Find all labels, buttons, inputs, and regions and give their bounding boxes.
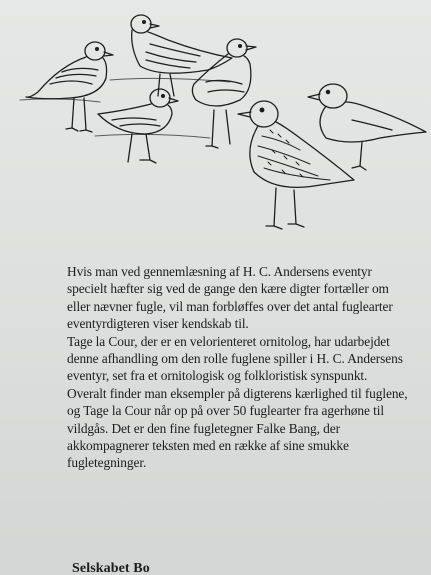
bird-top-middle (131, 15, 232, 96)
description-paragraph-3: Overalt finder man eksempler på digterens kærlighed til fuglene, og Tage la Cour når op på over 50 fuglearter fra agerhøne til vildgås. Det er den fine fugletegner Falke Bang, der akkompagnerer teksten med en række af sine smukke fugletegninger. (67, 385, 408, 471)
bird-top-right (192, 39, 256, 148)
description-text (67, 263, 413, 472)
bird-left (26, 42, 113, 132)
publisher-name: Selskabet Bo (72, 561, 150, 575)
bird-large-center (238, 101, 354, 229)
description-paragraph-2: Tage la Cour, der er en velorienteret ornitolog, har udarbejdet denne afhandling om den rolle fuglene spiller i H. C. Andersens eventyr, set fra et ornitologisk og folkloristisk synspunkt. (67, 333, 403, 384)
birds-illustration-icon (0, 0, 431, 240)
bird-center-left (98, 89, 178, 163)
description-paragraph-1: Hvis man ved gennemlæsning af H. C. Andersens eventyr specielt hæfter sig ved de gange den kære digter fortæller om eller nævner fugle, vil man forbløffes over det antal fuglearter eventyrdigteren viser kendskab til. (67, 264, 393, 332)
